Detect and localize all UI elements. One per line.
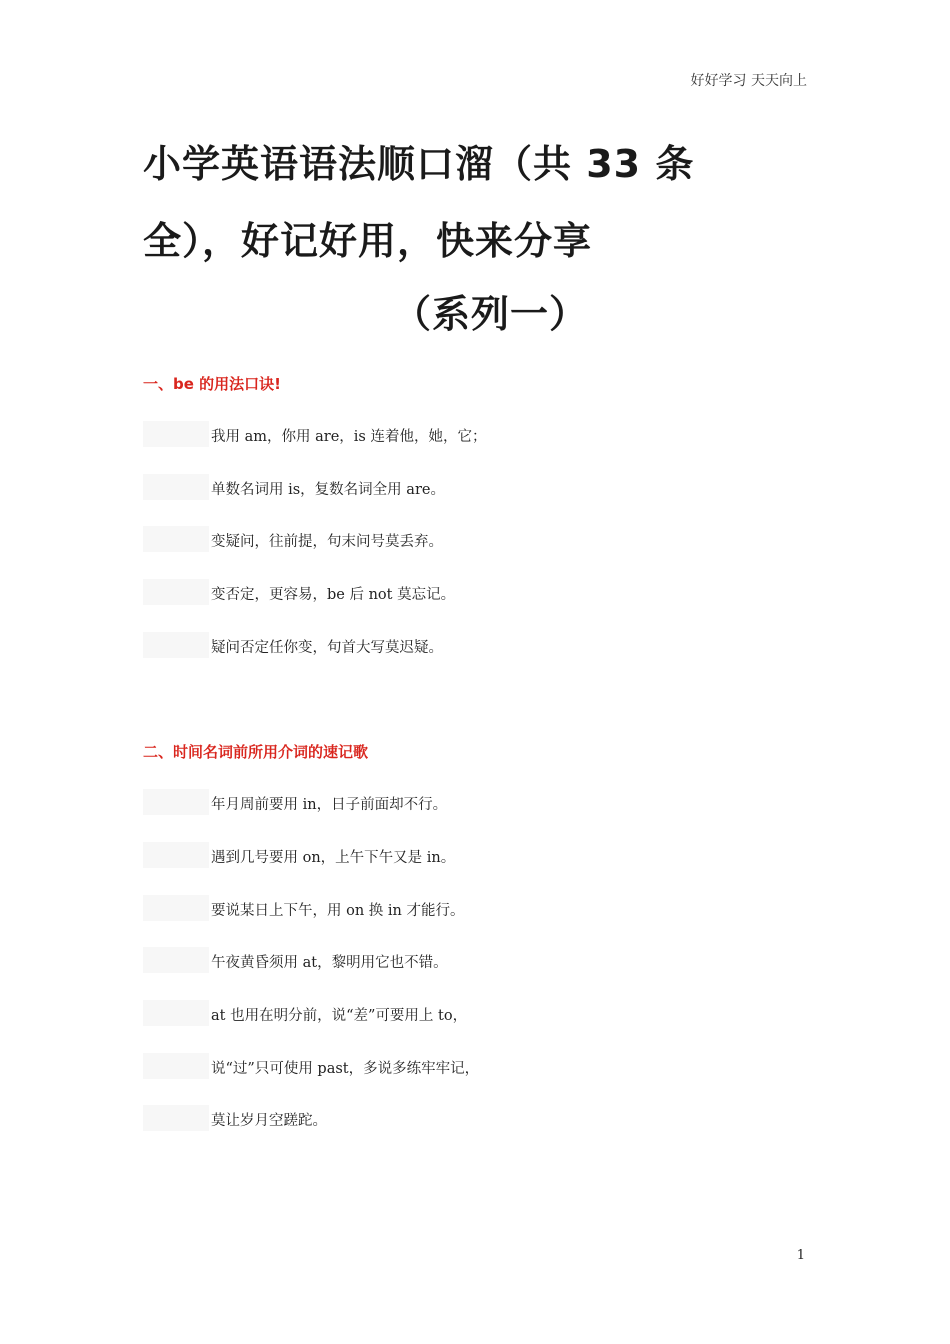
section-heading-time-prepositions: 二、时间名词前所用介词的速记歌 xyxy=(143,743,369,761)
verse-text: 说“过”只可使用 past，多说多练牢牢记， xyxy=(211,1061,480,1077)
verse-text: 我用 am，你用 are，is 连着他，她，它； xyxy=(211,429,487,445)
indent-shade xyxy=(143,526,209,552)
indent-shade xyxy=(143,421,209,447)
indent-shade xyxy=(143,474,209,500)
indent-shade xyxy=(143,842,209,868)
verse-text: 要说某日上下午，用 on 换 in 才能行。 xyxy=(211,903,465,919)
verse-text: 莫让岁月空蹉跎。 xyxy=(211,1113,327,1129)
verse-text: 遇到几号要用 on，上午下午又是 in。 xyxy=(211,850,456,866)
verse-text: 变否定，更容易，be 后 not 莫忘记。 xyxy=(211,587,456,603)
indent-shade xyxy=(143,789,209,815)
verse-text: at 也用在明分前，说“差”可要用上 to， xyxy=(211,1008,468,1024)
section-heading-be-usage: 一、be 的用法口诀! xyxy=(143,375,281,393)
page-number: 1 xyxy=(796,1248,805,1263)
verse-text: 变疑问，往前提，句末问号莫丢弃。 xyxy=(211,534,443,550)
indent-shade xyxy=(143,579,209,605)
document-title-line-1: 小学英语语法顺口溜（共 33 条 xyxy=(143,142,695,186)
verse-text: 疑问否定任你变，句首大写莫迟疑。 xyxy=(211,640,443,656)
verse-text: 年月周前要用 in，日子前面却不行。 xyxy=(211,797,448,813)
indent-shade xyxy=(143,895,209,921)
indent-shade xyxy=(143,1105,209,1131)
indent-shade xyxy=(143,1053,209,1079)
verse-text: 单数名词用 is，复数名词全用 are。 xyxy=(211,482,445,498)
indent-shade xyxy=(143,947,209,973)
indent-shade xyxy=(143,1000,209,1026)
document-title-line-3: （系列一） xyxy=(393,292,589,336)
page-header: 好好学习 天天向上 xyxy=(690,73,807,89)
document-title-line-2: 全），好记好用，快来分享 xyxy=(143,219,593,263)
verse-text: 午夜黄昏须用 at，黎明用它也不错。 xyxy=(211,955,448,971)
indent-shade xyxy=(143,632,209,658)
